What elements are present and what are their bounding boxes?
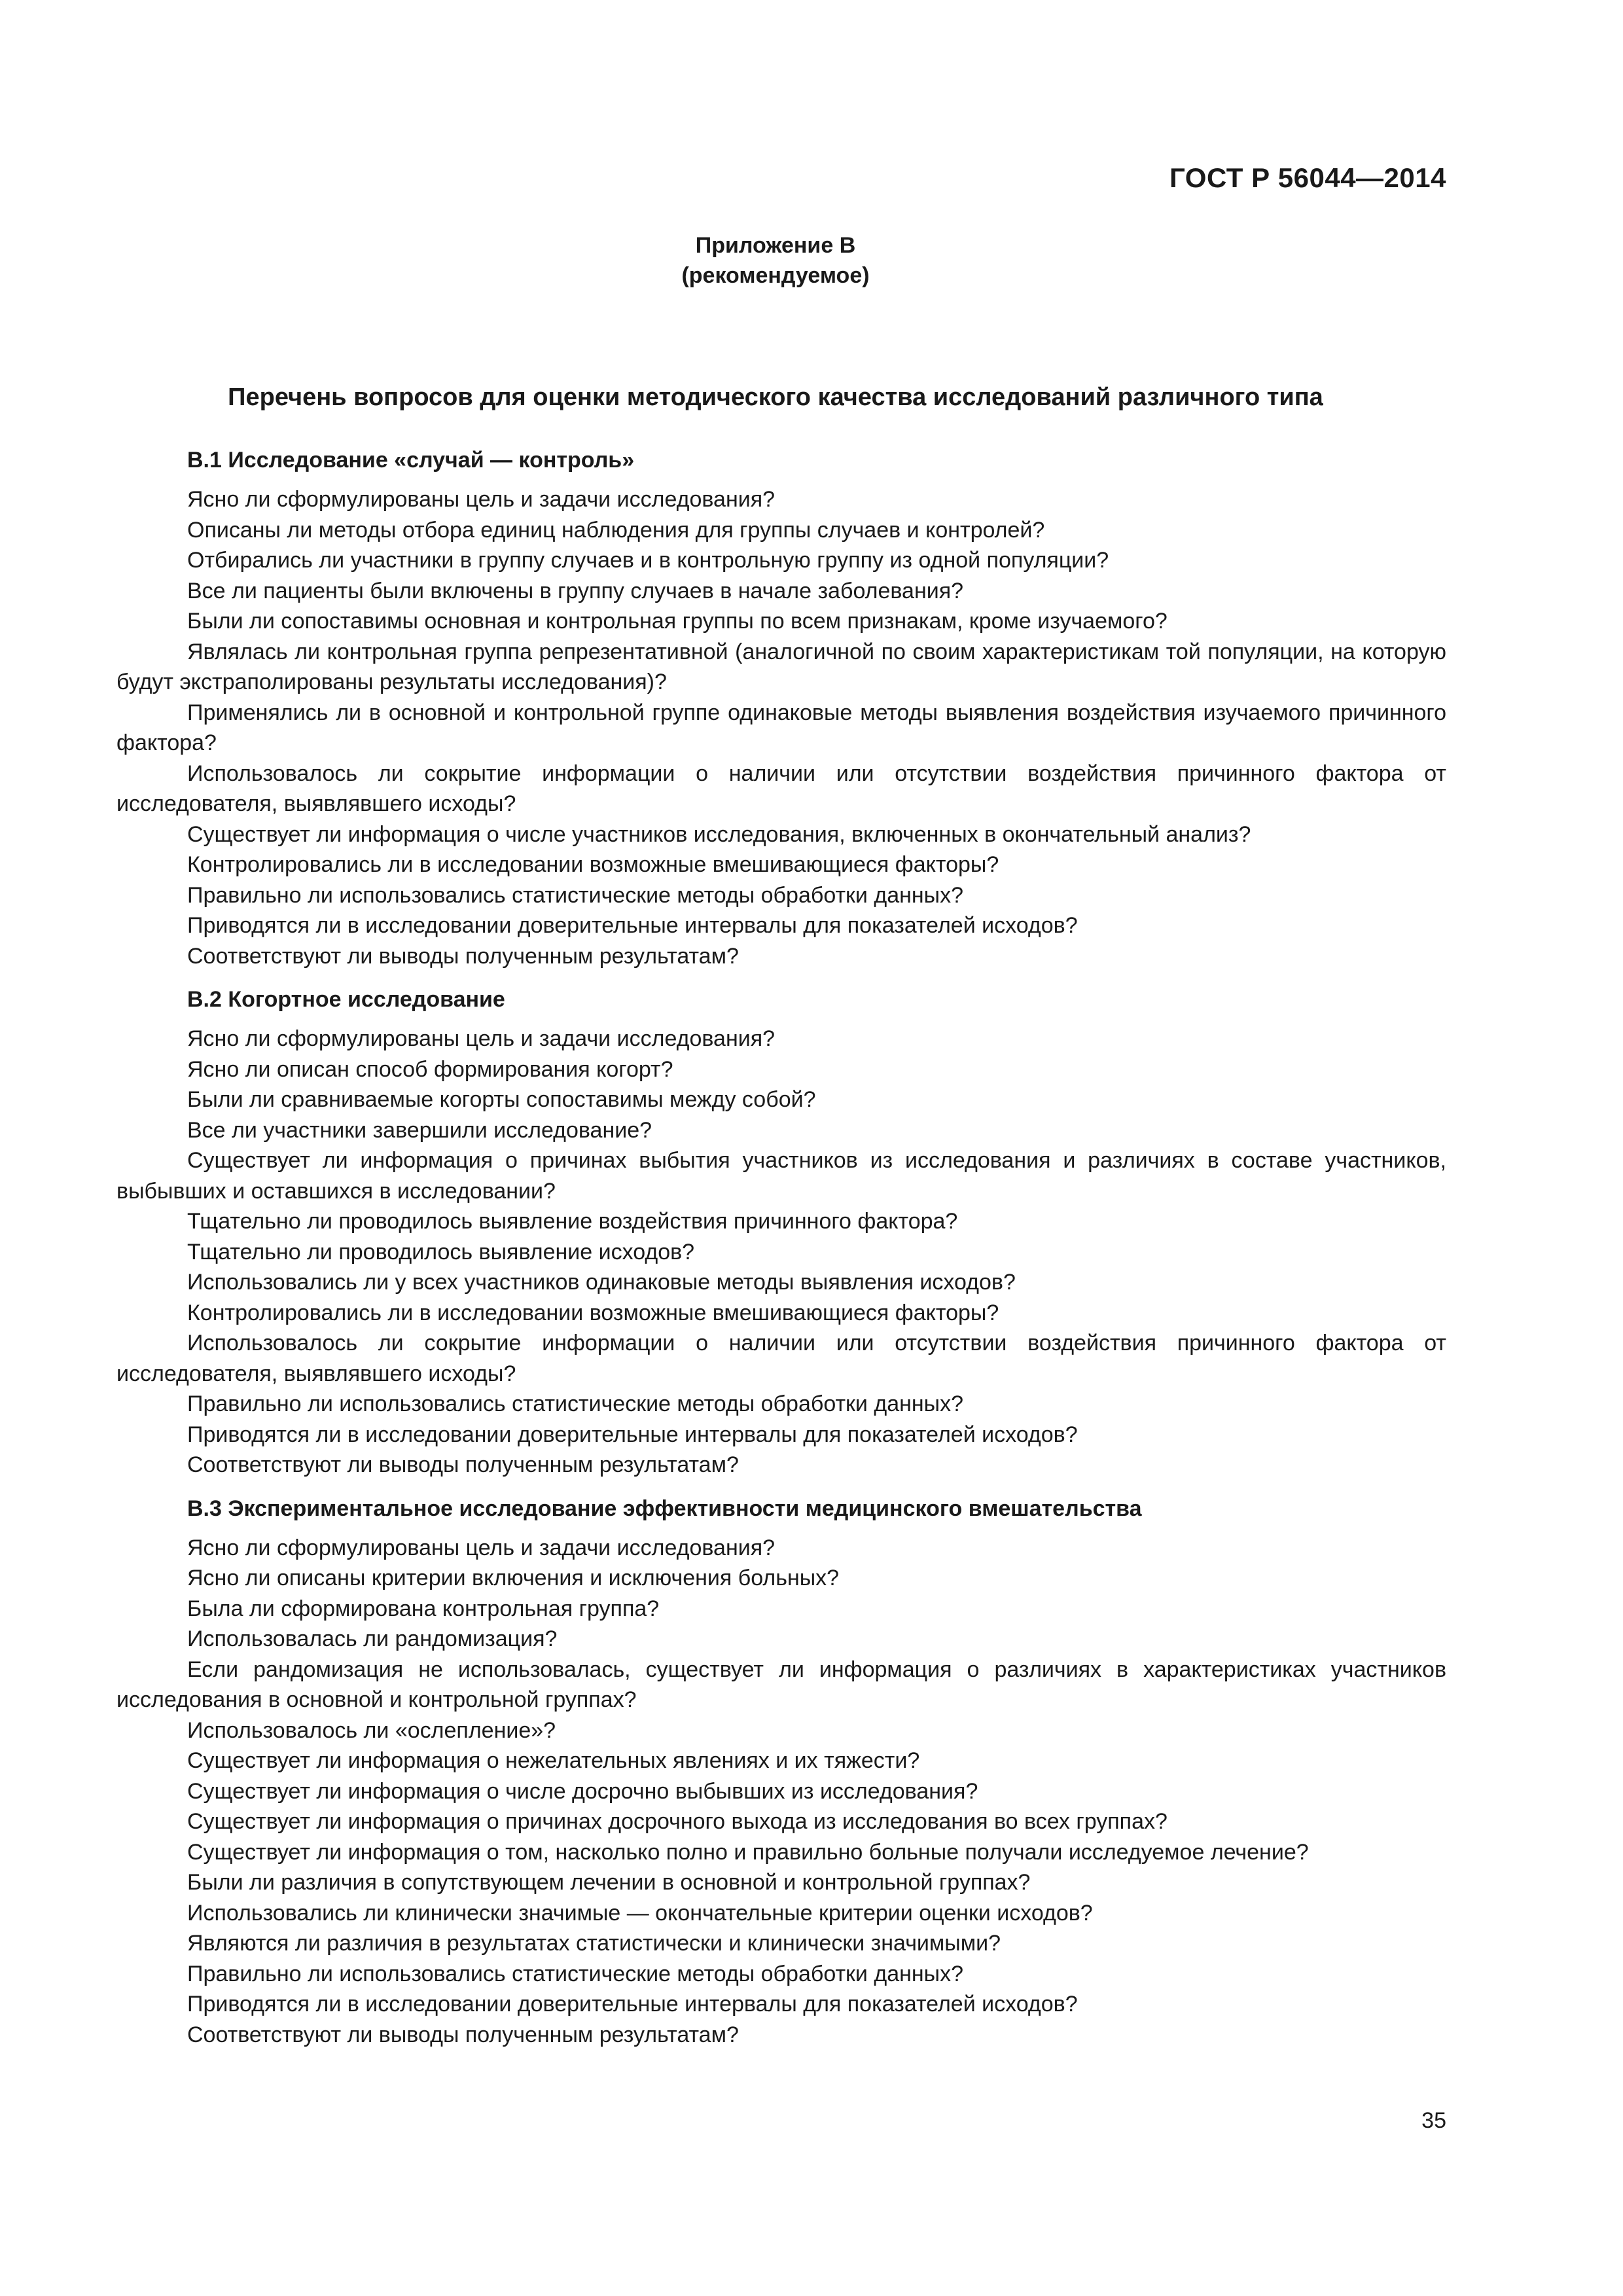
annex-status: (рекомендуемое) (681, 263, 870, 288)
question-item: Описаны ли методы отбора единиц наблюдения для группы случаев и контролей? (187, 517, 1045, 543)
question-item: Существует ли информация о том, насколько полно и правильно больные получали исследуемое лечение? (187, 1839, 1309, 1865)
question-item: Если рандомизация не использовалась, существует ли информация о различиях в характеристиках участников исследования в основной и контрольной группах? (116, 1657, 1446, 1712)
question-item: Соответствуют ли выводы полученным результатам? (187, 943, 739, 969)
question-item: Приводятся ли в исследовании доверительные интервалы для показателей исходов? (187, 1992, 1078, 2017)
question-item: Существует ли информация о нежелательных явлениях и их тяжести? (187, 1748, 920, 1773)
question-item: Была ли сформирована контрольная группа? (187, 1596, 660, 1621)
question-item: Существует ли информация о числе участников исследования, включенных в окончательный анализ? (187, 821, 1251, 847)
document-code: ГОСТ Р 56044—2014 (1169, 162, 1446, 193)
question-item: Правильно ли использовались статистические методы обработки данных? (187, 882, 964, 908)
question-item: Использовались ли у всех участников одинаковые методы выявления исходов? (187, 1270, 1016, 1295)
question-item: Существует ли информация о числе досрочно выбывших из исследования? (187, 1778, 978, 1804)
question-item: Использовалось ли «ослепление»? (187, 1717, 556, 1743)
question-list (116, 484, 1446, 971)
question-item: Все ли участники завершили исследование? (187, 1117, 652, 1143)
question-item: Ясно ли сформулированы цель и задачи исследования? (187, 1535, 776, 1560)
question-item: Являлась ли контрольная группа репрезентативной (аналогичной по своим характеристикам той популяции, на которую будут экстраполированы результаты исследования)? (116, 639, 1446, 694)
question-item: Были ли сравниваемые когорты сопоставимы между собой? (187, 1087, 816, 1112)
question-item: Являются ли различия в результатах статистически и клинически значимыми? (187, 1931, 1001, 1956)
question-list (116, 1533, 1446, 2051)
question-item: Существует ли информация о причинах выбытия участников из исследования и различиях в составе участников, выбывших и оставшихся в исследовании? (116, 1148, 1446, 1204)
question-item: Тщательно ли проводилось выявление исходов? (187, 1239, 695, 1265)
annex-title: Приложение В (695, 233, 856, 258)
question-item: Контролировались ли в исследовании возможные вмешивающиеся факторы? (187, 1300, 999, 1325)
question-item: Использовалась ли рандомизация? (187, 1626, 558, 1651)
question-item: Приводятся ли в исследовании доверительные интервалы для показателей исходов? (187, 913, 1078, 938)
question-item: Все ли пациенты были включены в группу случаев в начале заболевания? (187, 578, 964, 603)
question-list (116, 1024, 1446, 1480)
annex-heading (0, 230, 1551, 291)
question-item: Правильно ли использовались статистические методы обработки данных? (187, 1961, 964, 1986)
question-item: Были ли различия в сопутствующем лечении в основной и контрольной группах? (187, 1870, 1031, 1895)
main-title: Перечень вопросов для оценки методического качества исследований различного типа (228, 384, 1323, 411)
section-b2 (116, 984, 1446, 1480)
question-item: Ясно ли сформулированы цель и задачи исследования? (187, 487, 776, 512)
section-title: В.3 Экспериментальное исследование эффективности медицинского вмешательства (187, 1496, 1142, 1521)
question-item: Ясно ли описаны критерии включения и исключения больных? (187, 1566, 840, 1590)
question-item: Соответствуют ли выводы полученным результатам? (187, 1452, 739, 1477)
question-item: Ясно ли сформулированы цель и задачи исследования? (187, 1026, 776, 1051)
question-item: Использовалось ли сокрытие информации о наличии или отсутствии воздействия причинного фактора от исследователя, выявлявшего исходы? (116, 761, 1446, 816)
question-item: Отбирались ли участники в группу случаев и в контрольную группу из одной популяции? (187, 548, 1109, 573)
document-body (116, 445, 1446, 2050)
question-item: Использовалось ли сокрытие информации о наличии или отсутствии воздействия причинного фактора от исследователя, выявлявшего исходы? (116, 1331, 1446, 1386)
question-item: Были ли сопоставимы основная и контрольная группы по всем признакам, кроме изучаемого? (187, 609, 1168, 634)
section-b3 (116, 1494, 1446, 2051)
question-item: Приводятся ли в исследовании доверительные интервалы для показателей исходов? (187, 1422, 1078, 1447)
question-item: Ясно ли описан способ формирования когорт? (187, 1056, 673, 1082)
question-item: Тщательно ли проводилось выявление воздействия причинного фактора? (187, 1209, 958, 1234)
page-number: 35 (1421, 2108, 1446, 2133)
question-item: Контролировались ли в исследовании возможные вмешивающиеся факторы? (187, 852, 999, 877)
question-item: Существует ли информация о причинах досрочного выхода из исследования во всех группах? (187, 1809, 1168, 1834)
section-title: В.2 Когортное исследование (187, 987, 505, 1012)
question-item: Применялись ли в основной и контрольной группе одинаковые методы выявления воздействия изучаемого причинного фактора? (116, 700, 1446, 755)
section-b1 (116, 445, 1446, 971)
question-item: Использовались ли клинически значимые — окончательные критерии оценки исходов? (187, 1900, 1093, 1926)
question-item: Соответствуют ли выводы полученным результатам? (187, 2022, 739, 2047)
question-item: Правильно ли использовались статистические методы обработки данных? (187, 1391, 964, 1416)
section-title: В.1 Исследование «случай — контроль» (187, 448, 635, 473)
